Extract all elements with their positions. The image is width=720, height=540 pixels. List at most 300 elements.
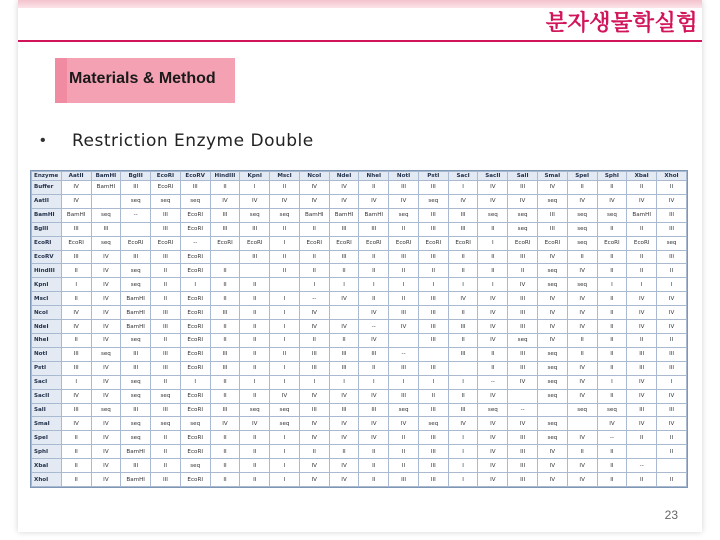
table-cell: II [657,473,687,487]
table-cell: seq [418,194,448,208]
row-header: Buffer [32,181,62,195]
table-cell: IV [538,250,568,264]
table-cell: IV [91,375,121,389]
table-cell: III [418,222,448,236]
table-cell: II [151,292,181,306]
table-row [32,389,687,403]
table-cell: III [418,403,448,417]
table-cell: IV [567,194,597,208]
row-header: AatII [32,194,62,208]
table-cell: II [597,333,627,347]
table-cell: IV [299,181,329,195]
table-row [32,445,687,459]
table-cell: seq [121,194,151,208]
table-cell: III [627,403,657,417]
table-cell: III [299,361,329,375]
table-cell: EcoRI [180,389,210,403]
table-cell: II [448,306,478,320]
table-cell: EcoRI [180,320,210,334]
table-cell: II [657,333,687,347]
table-cell: I [240,181,270,195]
table-cell: II [240,459,270,473]
column-header: XhoI [657,172,687,181]
table-cell: II [151,445,181,459]
table-cell: seq [121,278,151,292]
table-cell: III [508,431,538,445]
column-header: NotI [389,172,419,181]
table-cell: III [61,250,91,264]
table-cell: II [567,181,597,195]
table-cell: II [567,250,597,264]
column-header: BamHI [91,172,121,181]
table-cell: seq [91,403,121,417]
table-cell: I [478,278,508,292]
table-cell: BamHI [299,208,329,222]
table-cell: IV [91,417,121,431]
table-cell: EcoRI [180,403,210,417]
table-cell: I [270,306,300,320]
table-cell: EcoRI [180,250,210,264]
table-cell: IV [91,250,121,264]
table-cell: IV [627,417,657,431]
table-cell: I [359,375,389,389]
table-cell: EcoRI [180,347,210,361]
table-cell: seq [538,417,568,431]
table-row [32,417,687,431]
table-cell: III [329,403,359,417]
bullet-marker: • [40,132,46,149]
table-cell: IV [478,459,508,473]
header-divider [18,40,702,42]
table-cell: III [121,361,151,375]
table-cell: I [270,431,300,445]
table-cell: EcoRI [597,236,627,250]
table-cell: II [627,250,657,264]
table-cell: III [359,347,389,361]
table-cell: II [240,445,270,459]
table-cell: IV [270,194,300,208]
table-cell: IV [567,264,597,278]
table-cell: EcoRI [151,181,181,195]
enzyme-buffer-table [30,170,688,488]
table-cell: II [389,222,419,236]
table-cell: II [597,250,627,264]
column-header: SmaI [538,172,568,181]
table-cell: II [210,445,240,459]
table-cell: III [418,250,448,264]
table-cell: II [210,278,240,292]
table-cell: IV [61,306,91,320]
table-cell: EcoRI [180,431,210,445]
table-cell: -- [597,431,627,445]
table-cell: EcoRI [121,236,151,250]
table-cell: IV [478,445,508,459]
table-cell: seq [151,194,181,208]
table-cell: III [121,403,151,417]
table-cell: IV [538,445,568,459]
table-cell: III [508,473,538,487]
table-cell: IV [657,417,687,431]
table-cell: II [627,264,657,278]
table-cell: seq [121,264,151,278]
table-cell: seq [538,194,568,208]
table-cell: seq [567,403,597,417]
table-cell: II [329,264,359,278]
table-cell: II [597,222,627,236]
row-header: XbaI [32,459,62,473]
table-cell: III [508,347,538,361]
table-cell: II [210,292,240,306]
enzyme-table [31,171,687,487]
table-cell: II [597,361,627,375]
row-header: NheI [32,333,62,347]
table-cell: EcoRI [180,333,210,347]
table-cell: seq [151,389,181,403]
table-cell: IV [91,306,121,320]
table-cell: seq [478,403,508,417]
table-cell: II [151,278,181,292]
table-cell: I [240,375,270,389]
table-cell: II [627,181,657,195]
table-cell: III [151,306,181,320]
table-cell: IV [389,194,419,208]
table-cell: seq [121,375,151,389]
table-cell: III [657,403,687,417]
section-heading-box [55,58,235,103]
table-cell: seq [180,417,210,431]
table-cell: II [240,389,270,403]
table-cell: seq [567,222,597,236]
table-cell: seq [538,375,568,389]
table-cell: seq [121,417,151,431]
table-cell: II [359,459,389,473]
table-cell: seq [240,403,270,417]
table-cell: III [151,320,181,334]
table-cell: III [508,250,538,264]
table-cell [657,459,687,473]
table-cell: III [418,333,448,347]
table-cell: II [597,347,627,361]
table-row [32,181,687,195]
table-cell: II [270,347,300,361]
column-header: NcoI [299,172,329,181]
table-cell: EcoRI [359,236,389,250]
table-cell: seq [180,194,210,208]
table-cell: IV [91,333,121,347]
table-cell: IV [567,361,597,375]
table-cell: I [180,375,210,389]
column-header: NdeI [329,172,359,181]
table-cell: II [448,333,478,347]
page-title: 분자생물학실험 [545,11,698,36]
table-cell: III [418,445,448,459]
table-cell: IV [329,459,359,473]
table-cell: IV [478,431,508,445]
table-cell: II [478,347,508,361]
table-cell: III [538,208,568,222]
table-cell: III [151,347,181,361]
table-cell: II [627,222,657,236]
table-cell: IV [329,389,359,403]
table-cell: II [299,250,329,264]
table-cell: II [210,473,240,487]
table-cell: IV [299,459,329,473]
table-cell: II [61,333,91,347]
table-cell: IV [240,417,270,431]
table-cell: III [121,347,151,361]
table-row [32,333,687,347]
table-cell: IV [538,292,568,306]
table-cell: EcoRI [180,473,210,487]
row-header: XhoI [32,473,62,487]
table-cell: II [657,431,687,445]
table-cell: IV [91,473,121,487]
table-cell: III [389,389,419,403]
table-cell: III [657,208,687,222]
table-cell: seq [538,264,568,278]
table-cell: I [389,375,419,389]
table-cell: IV [508,417,538,431]
table-cell: I [299,278,329,292]
table-cell: II [597,445,627,459]
table-cell: III [448,320,478,334]
table-cell: IV [91,445,121,459]
table-row [32,264,687,278]
table-cell: IV [299,417,329,431]
table-cell: III [329,361,359,375]
table-cell: BamHI [359,208,389,222]
table-cell: III [448,208,478,222]
table-cell: seq [121,333,151,347]
table-cell: IV [478,333,508,347]
table-cell: III [210,347,240,361]
table-cell: IV [448,292,478,306]
table-cell: II [151,375,181,389]
table-cell: II [597,264,627,278]
table-cell: seq [567,236,597,250]
table-cell: seq [657,236,687,250]
table-cell: II [210,264,240,278]
table-cell: EcoRI [180,222,210,236]
table-cell: I [270,473,300,487]
table-cell: -- [389,347,419,361]
table-cell: II [478,222,508,236]
table-cell: IV [508,375,538,389]
column-header: EcoRV [180,172,210,181]
table-cell: IV [657,194,687,208]
row-header: SacI [32,375,62,389]
table-row [32,375,687,389]
table-cell: seq [121,431,151,445]
table-cell: IV [538,306,568,320]
table-cell: II [240,306,270,320]
table-cell: IV [299,194,329,208]
column-header: KpnI [240,172,270,181]
table-cell: II [448,250,478,264]
table-cell: I [270,375,300,389]
table-cell: EcoRI [627,236,657,250]
table-cell: III [657,347,687,361]
table-cell: III [389,361,419,375]
table-cell: II [210,389,240,403]
table-cell: I [180,278,210,292]
table-cell: IV [508,194,538,208]
row-header: EcoRV [32,250,62,264]
table-cell: EcoRI [180,306,210,320]
table-cell [508,389,538,403]
table-cell: I [299,375,329,389]
table-cell: II [389,431,419,445]
table-cell: III [657,222,687,236]
table-cell: II [329,333,359,347]
table-cell: I [418,375,448,389]
table-row [32,361,687,375]
table-cell: seq [567,278,597,292]
table-cell: II [240,431,270,445]
table-cell [448,361,478,375]
table-cell: EcoRI [180,264,210,278]
table-cell: EcoRI [180,208,210,222]
table-cell: IV [597,417,627,431]
table-cell: III [508,306,538,320]
table-cell: III [508,361,538,375]
table-cell: III [389,473,419,487]
table-cell: II [478,264,508,278]
table-cell: III [389,250,419,264]
table-cell: III [657,361,687,375]
table-cell: IV [91,320,121,334]
table-cell: EcoRI [448,236,478,250]
row-header: KpnI [32,278,62,292]
table-cell: IV [359,389,389,403]
table-cell: EcoRI [418,236,448,250]
table-cell: IV [597,194,627,208]
table-cell: EcoRI [180,292,210,306]
table-cell: III [508,181,538,195]
table-cell: III [151,250,181,264]
table-cell: II [627,431,657,445]
table-cell: III [418,320,448,334]
table-cell: IV [538,473,568,487]
table-cell: II [299,222,329,236]
row-header: SalI [32,403,62,417]
table-cell: III [657,250,687,264]
table-cell: II [240,347,270,361]
table-cell: II [240,320,270,334]
table-cell: III [508,292,538,306]
table-cell: IV [91,361,121,375]
table-cell: IV [329,181,359,195]
table-cell: seq [597,403,627,417]
table-cell: I [448,445,478,459]
table-cell: II [359,181,389,195]
page-number: 23 [664,508,678,522]
table-header-row [32,172,687,181]
table-cell: II [270,250,300,264]
table-cell: II [61,459,91,473]
table-cell: II [270,222,300,236]
column-header: SacII [478,172,508,181]
table-cell: III [418,208,448,222]
table-cell: II [210,181,240,195]
table-cell: IV [389,320,419,334]
table-cell: III [240,250,270,264]
table-cell: I [448,459,478,473]
table-cell: IV [91,264,121,278]
table-cell: IV [270,389,300,403]
row-header: NdeI [32,320,62,334]
table-cell: I [478,236,508,250]
table-cell: IV [299,431,329,445]
table-cell: I [270,459,300,473]
table-cell: EcoRI [180,445,210,459]
table-cell: I [270,292,300,306]
table-cell: III [299,403,329,417]
table-cell: seq [538,389,568,403]
table-cell: III [418,473,448,487]
table-cell: seq [389,403,419,417]
table-cell: II [299,333,329,347]
table-cell: II [359,264,389,278]
table-cell: -- [478,375,508,389]
table-cell: IV [61,389,91,403]
table-cell: IV [329,292,359,306]
table-cell: II [508,264,538,278]
table-cell: seq [508,208,538,222]
table-cell: II [210,431,240,445]
table-row [32,236,687,250]
table-row [32,431,687,445]
table-cell: III [538,222,568,236]
table-cell: II [61,445,91,459]
table-cell [270,278,300,292]
table-corner-label: Enzyme [32,172,62,181]
table-cell: II [657,445,687,459]
table-cell: II [210,459,240,473]
table-cell: II [240,361,270,375]
table-row [32,347,687,361]
column-header: BglII [121,172,151,181]
table-cell: -- [121,208,151,222]
table-cell [329,306,359,320]
table-body [32,181,687,487]
table-cell: I [418,278,448,292]
table-cell: III [418,459,448,473]
table-row [32,208,687,222]
table-cell: III [121,250,151,264]
table-cell: IV [61,320,91,334]
column-header: XbaI [627,172,657,181]
table-cell: II [478,250,508,264]
table-cell: III [151,208,181,222]
table-cell: II [418,264,448,278]
table-cell: seq [91,236,121,250]
table-cell: IV [448,417,478,431]
table-cell: III [61,403,91,417]
table-cell: BamHI [91,181,121,195]
table-cell: EcoRI [151,236,181,250]
table-cell: IV [359,431,389,445]
row-header: BamHI [32,208,62,222]
table-cell: IV [567,389,597,403]
table-cell: III [389,181,419,195]
table-cell: I [448,181,478,195]
table-cell: IV [478,389,508,403]
table-cell: seq [538,347,568,361]
table-cell: IV [478,194,508,208]
column-header: PstI [418,172,448,181]
table-cell: IV [478,417,508,431]
